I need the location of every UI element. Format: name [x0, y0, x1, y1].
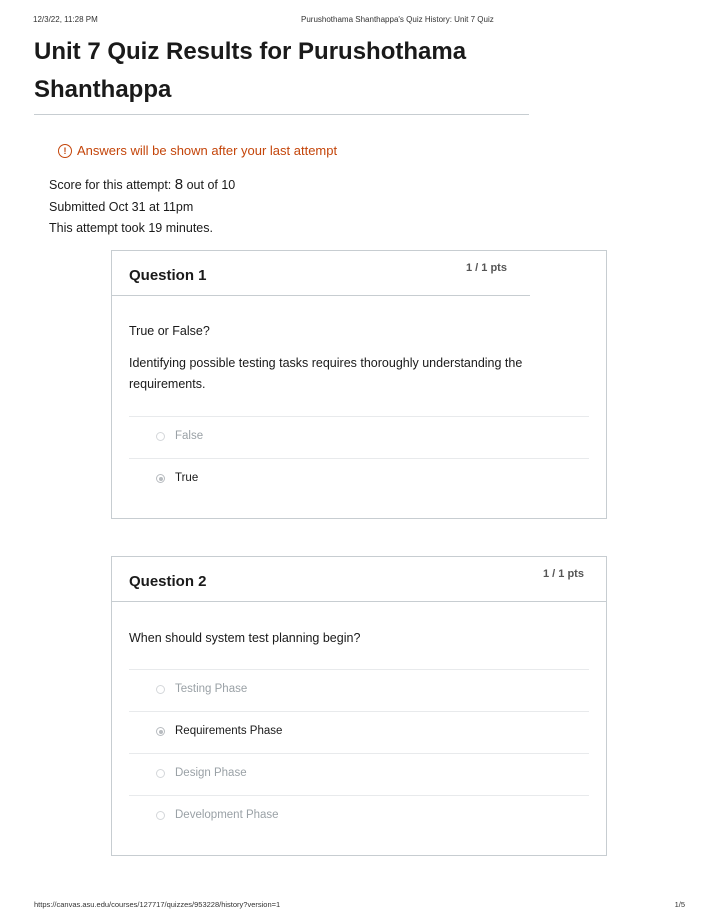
print-document-title: Purushothama Shanthappa's Quiz History: Unit 7 Quiz — [301, 15, 494, 24]
answer-label: True — [175, 472, 199, 484]
answer-label: Design Phase — [175, 767, 247, 779]
answer-option — [129, 753, 589, 795]
title-divider — [34, 114, 529, 115]
answer-option — [129, 669, 589, 711]
question-text-line: When should system test planning begin? — [129, 631, 361, 645]
answer-label: Requirements Phase — [175, 725, 283, 737]
score-suffix: out of 10 — [186, 178, 236, 192]
answer-list — [129, 669, 589, 837]
radio-button — [156, 727, 165, 736]
question-text — [129, 321, 589, 395]
radio-button — [156, 432, 165, 441]
question-text-line: Identifying possible testing tasks requires thoroughly understanding the requirements. — [129, 356, 523, 391]
print-page-number: 1/5 — [674, 900, 685, 909]
score-prefix: Score for this attempt: — [49, 178, 172, 192]
page-title: Unit 7 Quiz Results for Purushothama Shanthappa — [34, 38, 467, 103]
print-url: https://canvas.asu.edu/courses/127717/quizzes/953228/history?version=1 — [34, 900, 281, 909]
question-text — [129, 628, 589, 649]
answer-option — [129, 711, 589, 753]
question-points: 1 / 1 pts — [543, 568, 584, 580]
question-header — [112, 557, 606, 602]
answer-label: Development Phase — [175, 809, 279, 821]
attempt-duration: This attempt took 19 minutes. — [49, 221, 213, 235]
attempt-score — [49, 176, 235, 193]
radio-button — [156, 811, 165, 820]
attempt-notice — [58, 143, 337, 158]
answer-option — [129, 795, 589, 837]
question-text-line: True or False? — [129, 324, 210, 338]
answer-option — [129, 458, 589, 500]
notice-text: Answers will be shown after your last attempt — [77, 143, 338, 158]
print-date: 12/3/22, 11:28 PM — [33, 15, 98, 24]
radio-button — [156, 769, 165, 778]
question-points: 1 / 1 pts — [466, 262, 507, 274]
question-title: Question 2 — [129, 573, 207, 590]
answer-list — [129, 416, 589, 500]
answer-label: Testing Phase — [175, 683, 248, 695]
radio-button — [156, 474, 165, 483]
question-title: Question 1 — [129, 267, 207, 284]
radio-button — [156, 685, 165, 694]
question-card — [111, 556, 607, 856]
attempt-submitted: Submitted Oct 31 at 11pm — [49, 200, 194, 214]
answer-label: False — [175, 430, 204, 442]
score-value: 8 — [174, 176, 184, 193]
question-card — [111, 250, 607, 519]
alert-circle-icon: ! — [58, 144, 72, 158]
answer-option — [129, 416, 589, 458]
